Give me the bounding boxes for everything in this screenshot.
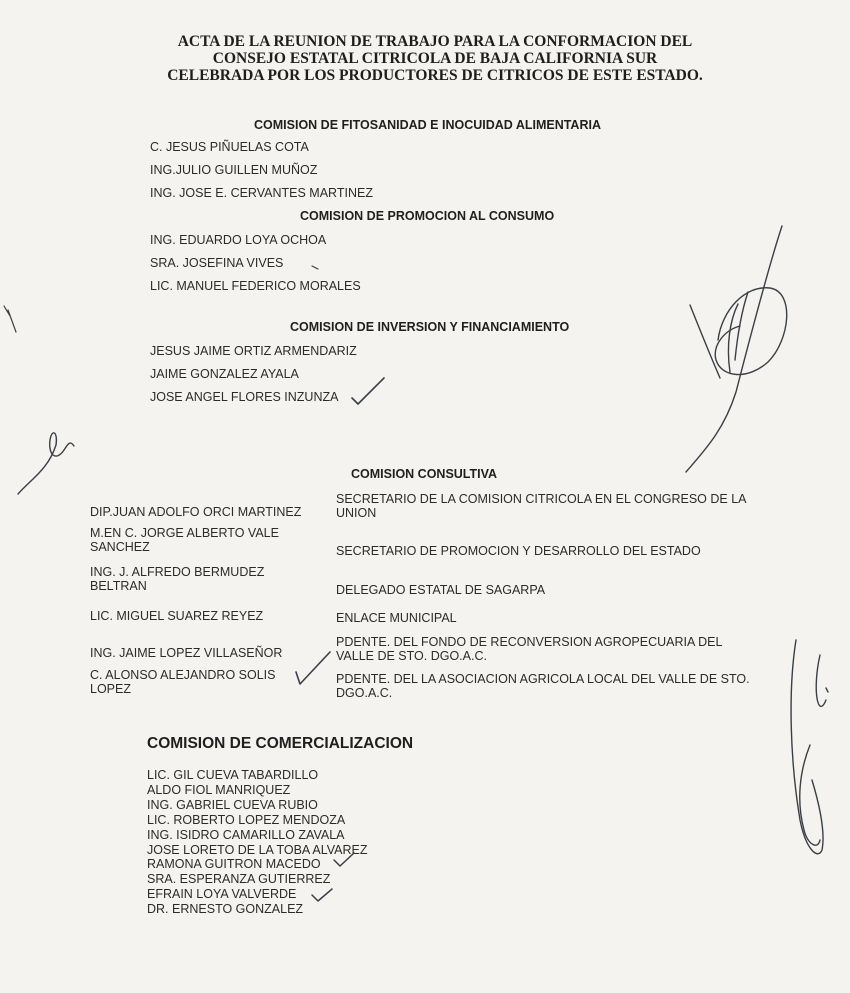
- consultiva-role: ENLACE MUNICIPAL: [336, 611, 457, 625]
- stray-mark-icon: [4, 306, 16, 332]
- member-name: LIC. MANUEL FEDERICO MORALES: [150, 279, 361, 293]
- member-name: LIC. ROBERTO LOPEZ MENDOZA: [147, 812, 346, 827]
- consultiva-role: DELEGADO ESTATAL DE SAGARPA: [336, 583, 546, 597]
- member-name: JESUS JAIME ORTIZ ARMENDARIZ: [150, 344, 357, 358]
- check-mark-icon: [312, 889, 332, 901]
- member-name: ING.JULIO GUILLEN MUÑOZ: [150, 163, 318, 177]
- signature-icon: [791, 640, 828, 854]
- check-mark-icon: [334, 853, 354, 866]
- member-name: JOSE ANGEL FLORES INZUNZA: [150, 390, 339, 404]
- title-line: ACTA DE LA REUNION DE TRABAJO PARA LA CONFORMACION DEL: [177, 33, 693, 50]
- member-name: ING. EDUARDO LOYA OCHOA: [150, 233, 327, 247]
- consultiva-name: ING. J. ALFREDO BERMUDEZ BELTRAN: [90, 565, 265, 593]
- member-name: ALDO FIOL MANRIQUEZ: [147, 782, 291, 797]
- member-name: SRA. ESPERANZA GUTIERREZ: [147, 872, 331, 887]
- signature-icon: [18, 433, 74, 494]
- consultiva-name: ING. JAIME LOPEZ VILLASEÑOR: [90, 646, 283, 660]
- consultiva-role: PDENTE. DEL FONDO DE RECONVERSION AGROPECUARIA DEL VALLE DE STO. DGO.A.C.: [336, 635, 722, 663]
- member-name: RAMONA GUITRON MACEDO: [147, 857, 321, 872]
- heading-comercializacion: COMISION DE COMERCIALIZACION: [147, 735, 414, 752]
- member-name: ING. GABRIEL CUEVA RUBIO: [147, 797, 318, 812]
- member-name: C. JESUS PIÑUELAS COTA: [150, 140, 309, 154]
- member-name: ING. JOSE E. CERVANTES MARTINEZ: [150, 186, 373, 200]
- heading-promocion: COMISION DE PROMOCION AL CONSUMO: [300, 209, 555, 223]
- consultiva-role: PDENTE. DEL LA ASOCIACION AGRICOLA LOCAL DEL VALLE DE STO. DGO.A.C.: [336, 672, 750, 700]
- member-name: EFRAIN LOYA VALVERDE: [147, 887, 297, 902]
- member-name: ING. ISIDRO CAMARILLO ZAVALA: [147, 827, 345, 842]
- member-name: LIC. GIL CUEVA TABARDILLO: [147, 768, 319, 782]
- consultiva-name: DIP.JUAN ADOLFO ORCI MARTINEZ: [90, 505, 302, 519]
- signature-icon: [686, 226, 787, 472]
- consultiva-name: M.EN C. JORGE ALBERTO VALE SANCHEZ: [90, 526, 279, 554]
- consultiva-name: C. ALONSO ALEJANDRO SOLIS LOPEZ: [90, 668, 276, 696]
- member-name: JOSE LORETO DE LA TOBA ALVAREZ: [147, 842, 368, 857]
- heading-inversion: COMISION DE INVERSION Y FINANCIAMIENTO: [290, 320, 570, 334]
- consultiva-name: LIC. MIGUEL SUAREZ REYEZ: [90, 609, 264, 623]
- consultiva-role: SECRETARIO DE PROMOCION Y DESARROLLO DEL ESTADO: [336, 544, 701, 558]
- heading-fitosanidad: COMISION DE FITOSANIDAD E INOCUIDAD ALIMENTARIA: [254, 118, 601, 132]
- consultiva-role: SECRETARIO DE LA COMISION CITRICOLA EN EL CONGRESO DE LA UNION: [336, 492, 746, 520]
- member-name: DR. ERNESTO GONZALEZ: [147, 902, 304, 917]
- check-mark-icon: [352, 378, 384, 404]
- member-name: SRA. JOSEFINA VIVES: [150, 256, 284, 270]
- small-tick-icon: [312, 266, 318, 269]
- heading-consultiva: COMISION CONSULTIVA: [351, 467, 498, 481]
- title-line: CONSEJO ESTATAL CITRICOLA DE BAJA CALIFORNIA SUR: [212, 50, 658, 67]
- member-name: JAIME GONZALEZ AYALA: [150, 367, 299, 381]
- check-mark-icon: [296, 652, 330, 684]
- title-line: CELEBRADA POR LOS PRODUCTORES DE CITRICOS DE ESTE ESTADO.: [167, 67, 703, 84]
